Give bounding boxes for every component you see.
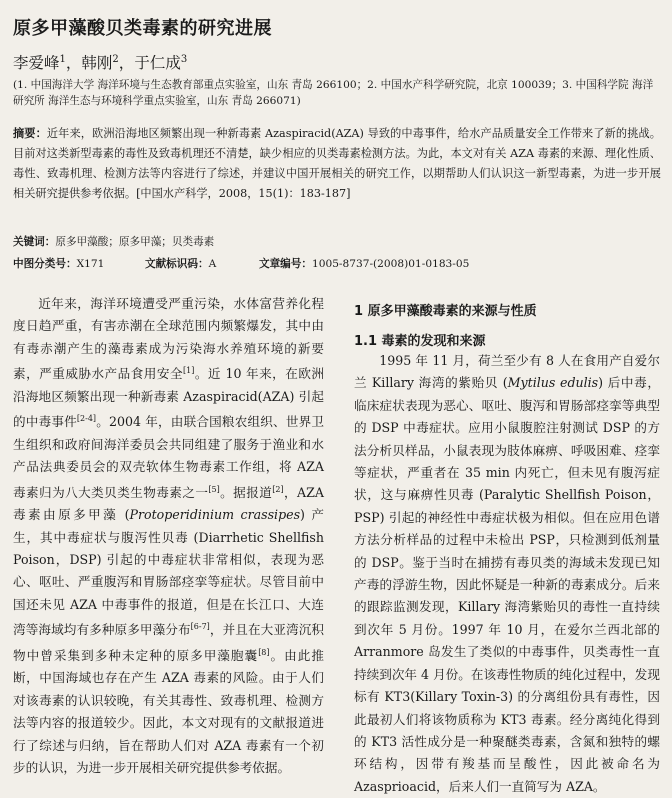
keywords-label: 关键词： xyxy=(13,236,56,248)
author-name: 于仁成 xyxy=(134,54,181,72)
text-run: 近年来，海洋环境遭受严重污染，水体富营养化程度日趋严重，有害赤潮在全球范围内频繁爆发，其中由有毒赤潮产生的藻毒素成为污染海水养殖环境的新要素，严重威胁水产品食用安全 xyxy=(13,296,324,382)
text-run: 。由此推断，中国海域也存在产生 AZA 毒素的风险。由于人们对该毒素的认识较晚，有关其毒性、致毒机理、检测方法等内容的报道较少。因此，本文对现有的文献报道进行了综述与归纳，旨在帮助人们对 AZA 毒素有一个初步的认识，为进一步开展相关研究提供参考依据。 xyxy=(13,648,325,776)
abstract xyxy=(13,124,661,204)
species-name: Protoperidinium crassipes xyxy=(129,507,301,523)
species-name: Mytilus edulis xyxy=(507,375,599,391)
article-number-label: 文章编号： xyxy=(259,258,312,270)
abstract-label: 摘要： xyxy=(13,127,47,140)
clc-group xyxy=(13,256,104,271)
article-number-group xyxy=(259,256,469,271)
body-column-left xyxy=(13,293,324,779)
text-run: ，AZA 毒素由原多甲藻 ( xyxy=(13,484,324,523)
author-list: 李爱峰$^1$，韩刚$^2$，于仁成$^3$ xyxy=(13,53,188,72)
affiliations: (1. 中国海洋大学 海洋环境与生态教育部重点实验室，山东 青岛 266100；2. 中国水产科学研究院，北京 100039；3. 中国科学院 海洋研究所 海洋生态与环境科学重点实验室，山东 青岛 266071) xyxy=(13,79,654,107)
abstract-text: 近年来，欧洲沿海地区频繁出现一种新毒素 Azaspiracid(AZA) 导致的中毒事件，给水产品质量安全工作带来了新的挑战。目前对这类新型毒素的毒性及致毒机理还不清楚，缺少相应的贝类毒素检测方法。为此，本文对有关 AZA 毒素的来源、理化性质、毒性、致毒机理、检测方法等内容进行了综述，并建议中国开展相关的研究工作，以期帮助人们认识这一新型毒素，为进一步开展相关研究提供参考依据。[中国水产科学，2008，15(1)：183-187] xyxy=(13,127,661,200)
text-run: 。据报道 xyxy=(219,484,273,500)
paper-title: 原多甲藻酸贝类毒素的研究进展 xyxy=(13,18,272,39)
text-run: 1995 年 11 月，荷兰至少有 8 人在食用产自爱尔兰 Killary 海湾的紫贻贝 ( xyxy=(354,353,660,391)
text-run: ) 后中毒，临床症状表现为恶心、呕吐、腹泻和胃肠部痉挛等典型的 DSP 中毒症状。应用小鼠腹腔注射测试 DSP 的方法分析贝样品，小鼠表现为肢体麻痹、呼吸困难、痉挛等症状，严重者在 35 min 内死亡，但未见有腹泻症状，这与麻痹性贝毒 (Paralytic Shellfish Poison，PSP) 引起的神经性中毒症状极为相似。但在应用色谱方法分析样品的过程中未检出 PSP，只检测到低剂量的 DSP。鉴于当时在捕捞有毒贝类的海域未发现已知产毒的浮游生物，因此怀疑是一种新的毒素成分。后来的跟踪监测发现，Killary 海湾紫贻贝的毒性一直持续到次年 5 月份。1997 年 10 月，在爱尔兰西北部的 Arranmore 岛发生了类似的中毒事件，贝类毒性一直持续到次年 4 月份。在该毒性物质的纯化过程中，发现标有 KT3(Killary Toxin-3) 的分离组份具有毒性，因此最初人们将该物质称为 KT3 毒素。经分离纯化得到的 KT3 活性成分是一种聚醚类毒素，含氮和独特的螺环结构，因带有羧基而呈酸性，因此被命名为 Azasprioacid，后来人们一直简写为 AZA。 xyxy=(354,375,660,794)
doc-code-value: A xyxy=(208,258,217,270)
citation: [1] xyxy=(183,366,195,376)
subsection-heading: 1.1 毒素的发现和来源 xyxy=(354,334,486,349)
citation: [5] xyxy=(208,484,220,494)
text-run: ) 产生，其中毒症状与腹泻性贝毒 (Diarrhetic Shellfish Poison，DSP) 引起的中毒症状非常相似，表现为恶心、呕吐、严重腹泻和胃肠部痉挛等症状。尽管目前中国还未见 AZA 中毒事件的报道，但是在长江口、大连湾等海域均有多种原多甲藻分布 xyxy=(13,507,324,638)
citation: [2] xyxy=(272,484,284,494)
paragraph xyxy=(13,293,324,779)
clc-value: X171 xyxy=(76,258,105,270)
author-affil-mark: 1 xyxy=(59,53,66,65)
clc-label: 中图分类号： xyxy=(13,258,77,270)
text-run: 。2004 年，由联合国粮农组织、世界卫生组织和政府间海洋委员会共同组建了服务于渔业和水产品法典委员会的双壳软体生物毒素工作组，将 AZA 毒素归为八大类贝类生物毒素之一 xyxy=(13,414,324,500)
doc-code-label: 文献标识码： xyxy=(145,258,209,270)
citation: [8] xyxy=(258,647,270,657)
citation: [6-7] xyxy=(190,622,210,632)
article-number-value: 1005-8737-(2008)01-0183-05 xyxy=(311,258,470,270)
text-run: 。近 10 年来，在欧洲沿海地区频繁出现一种新毒素 Azaspiracid(AZA) 引起的中毒事件 xyxy=(13,366,324,430)
section-heading: 1 原多甲藻酸毒素的来源与性质 xyxy=(354,304,537,319)
citation: [2-4] xyxy=(76,414,97,424)
keywords-text: 原多甲藻酸；原多甲藻；贝类毒素 xyxy=(55,236,215,248)
paragraph xyxy=(354,350,660,798)
author-name: 李爱峰 xyxy=(13,54,60,72)
keywords xyxy=(13,234,214,249)
author-affil-mark: 3 xyxy=(180,53,188,65)
text-run: ，并且在大亚湾沉积物中曾采集到多种未定种的原多甲藻胞囊 xyxy=(13,622,325,664)
doc-code-group xyxy=(145,256,216,271)
author-name: 韩刚 xyxy=(81,54,113,72)
body-column-right xyxy=(354,350,660,798)
author-affil-mark: 2 xyxy=(112,53,119,65)
